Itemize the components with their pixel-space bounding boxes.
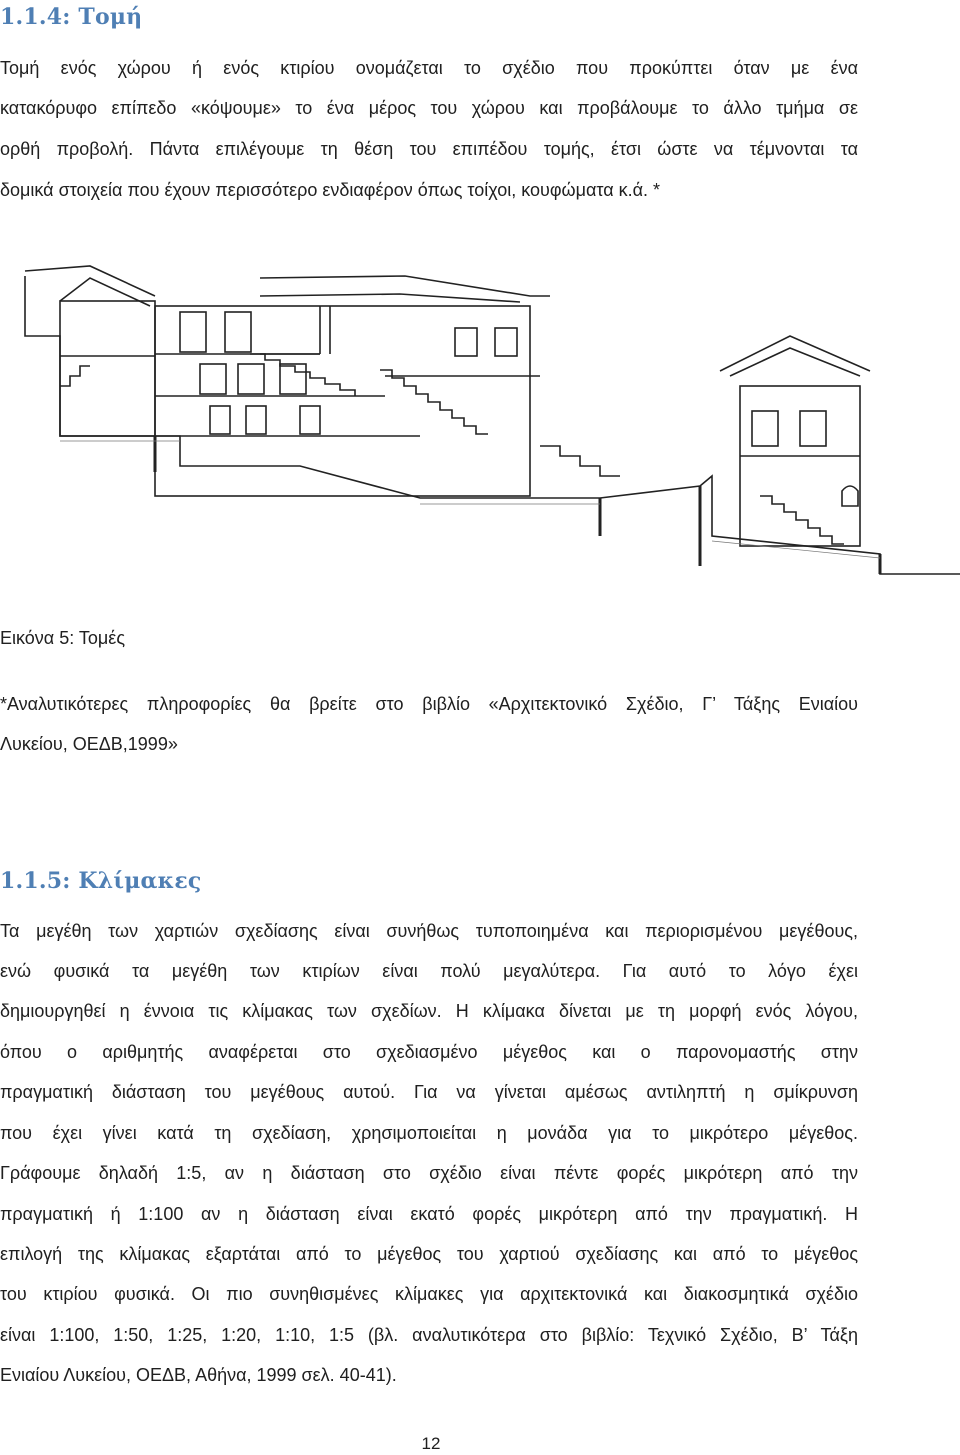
stair-4 bbox=[60, 366, 90, 386]
paragraph-line: όπου ο αριθμητής αναφέρεται στο σχεδιασμένο μέγεθος και ο παρονομαστής στην bbox=[0, 1042, 858, 1062]
left-wall bbox=[60, 301, 155, 436]
page-number: 12 bbox=[421, 1434, 441, 1453]
paragraph-line: που έχει γίνει κατά τη σχεδίαση, χρησιμοποιείται η μονάδα για το μικρότερο μέγεθος. bbox=[0, 1123, 858, 1143]
paragraph-line: επιλογή της κλίμακας εξαρτάται από το μέγεθος του χαρτιού σχεδίασης και από το μέγεθος bbox=[0, 1244, 858, 1264]
stair-3 bbox=[540, 446, 620, 476]
left-roof bbox=[25, 266, 155, 296]
main-building-frame bbox=[155, 306, 530, 496]
paragraph-line: πραγματική ή 1:100 αν η διάσταση είναι εκατό φορές μικρότερη από την πραγματική. Η bbox=[0, 1204, 858, 1224]
paragraph-line: Ενιαίου Λυκείου, ΟΕΔΒ, Αθήνα, 1999 σελ. 40-41). bbox=[0, 1365, 397, 1385]
stair-2 bbox=[380, 370, 488, 434]
right-roof bbox=[720, 336, 870, 371]
paragraph-line: ορθή προβολή. Πάντα επιλέγουμε τη θέση του επιπέδου τομής, έτσι ώστε να τέμνονται τα bbox=[0, 139, 858, 159]
paragraph-line: πραγματική διάσταση του μεγέθους αυτού. Για να γίνεται αμέσως αντιληπτή η σμίκρυνση bbox=[0, 1082, 858, 1102]
paragraph-line: δημιουργηθεί η έννοια τις κλίμακας των σχεδίων. Η κλίμακα δίνεται με τη μορφή ενός λόγου, bbox=[0, 1001, 858, 1021]
paragraph-line: Τα μεγέθη των χαρτιών σχεδίασης είναι συνήθως τυποποιημένα και περιορισμένου μεγέθους, bbox=[0, 921, 858, 941]
section-heading-klimakes: 1.1.5: Κλίμακες bbox=[0, 868, 202, 894]
paragraph-line: Γράφουμε δηλαδή 1:5, αν η διάσταση στο σχέδιο είναι πέντε φορές μικρότερη από την bbox=[0, 1163, 858, 1183]
stair-1 bbox=[250, 354, 355, 396]
main-roof bbox=[260, 276, 550, 296]
section-heading-tomi: 1.1.4: Τομή bbox=[0, 4, 143, 30]
footnote-line: *Αναλυτικότερες πληροφορίες θα βρείτε στο βιβλίο «Αρχιτεκτονικό Σχέδιο, Γ’ Τάξης Ενιαίου bbox=[0, 694, 858, 714]
stair-5 bbox=[760, 496, 844, 544]
paragraph-line: κατακόρυφο επίπεδο «κόψουμε» το ένα μέρος του χώρου και προβάλουμε το άλλο τμήμα σε bbox=[0, 98, 858, 118]
right-building-frame bbox=[740, 386, 860, 546]
building-section-drawing bbox=[0, 236, 960, 580]
paragraph-line: Τομή ενός χώρου ή ενός κτιρίου ονομάζεται το σχέδιο που προκύπτει όταν με ένα bbox=[0, 58, 858, 78]
paragraph-line: δομικά στοιχεία που έχουν περισσότερο ενδιαφέρον όπως τοίχοι, κουφώματα κ.ά. * bbox=[0, 180, 661, 200]
figure-caption: Εικόνα 5: Τομές bbox=[0, 628, 125, 648]
paragraph-line: είναι 1:100, 1:50, 1:25, 1:20, 1:10, 1:5 (βλ. αναλυτικότερα στο βιβλίο: Τεχνικό Σχέδιο, Β’ Τάξη bbox=[0, 1325, 858, 1345]
footnote-line: Λυκείου, ΟΕΔΒ,1999» bbox=[0, 734, 178, 754]
paragraph-line: ενώ φυσικά τα μεγέθη των κτιρίων είναι πολύ μεγαλύτερα. Για αυτό το λόγο έχει bbox=[0, 961, 858, 981]
paragraph-line: του κτιρίου φυσικά. Οι πιο συνηθισμένες κλίμακες για αρχιτεκτονικά και διακοσμητικά σχέδιο bbox=[0, 1284, 858, 1304]
